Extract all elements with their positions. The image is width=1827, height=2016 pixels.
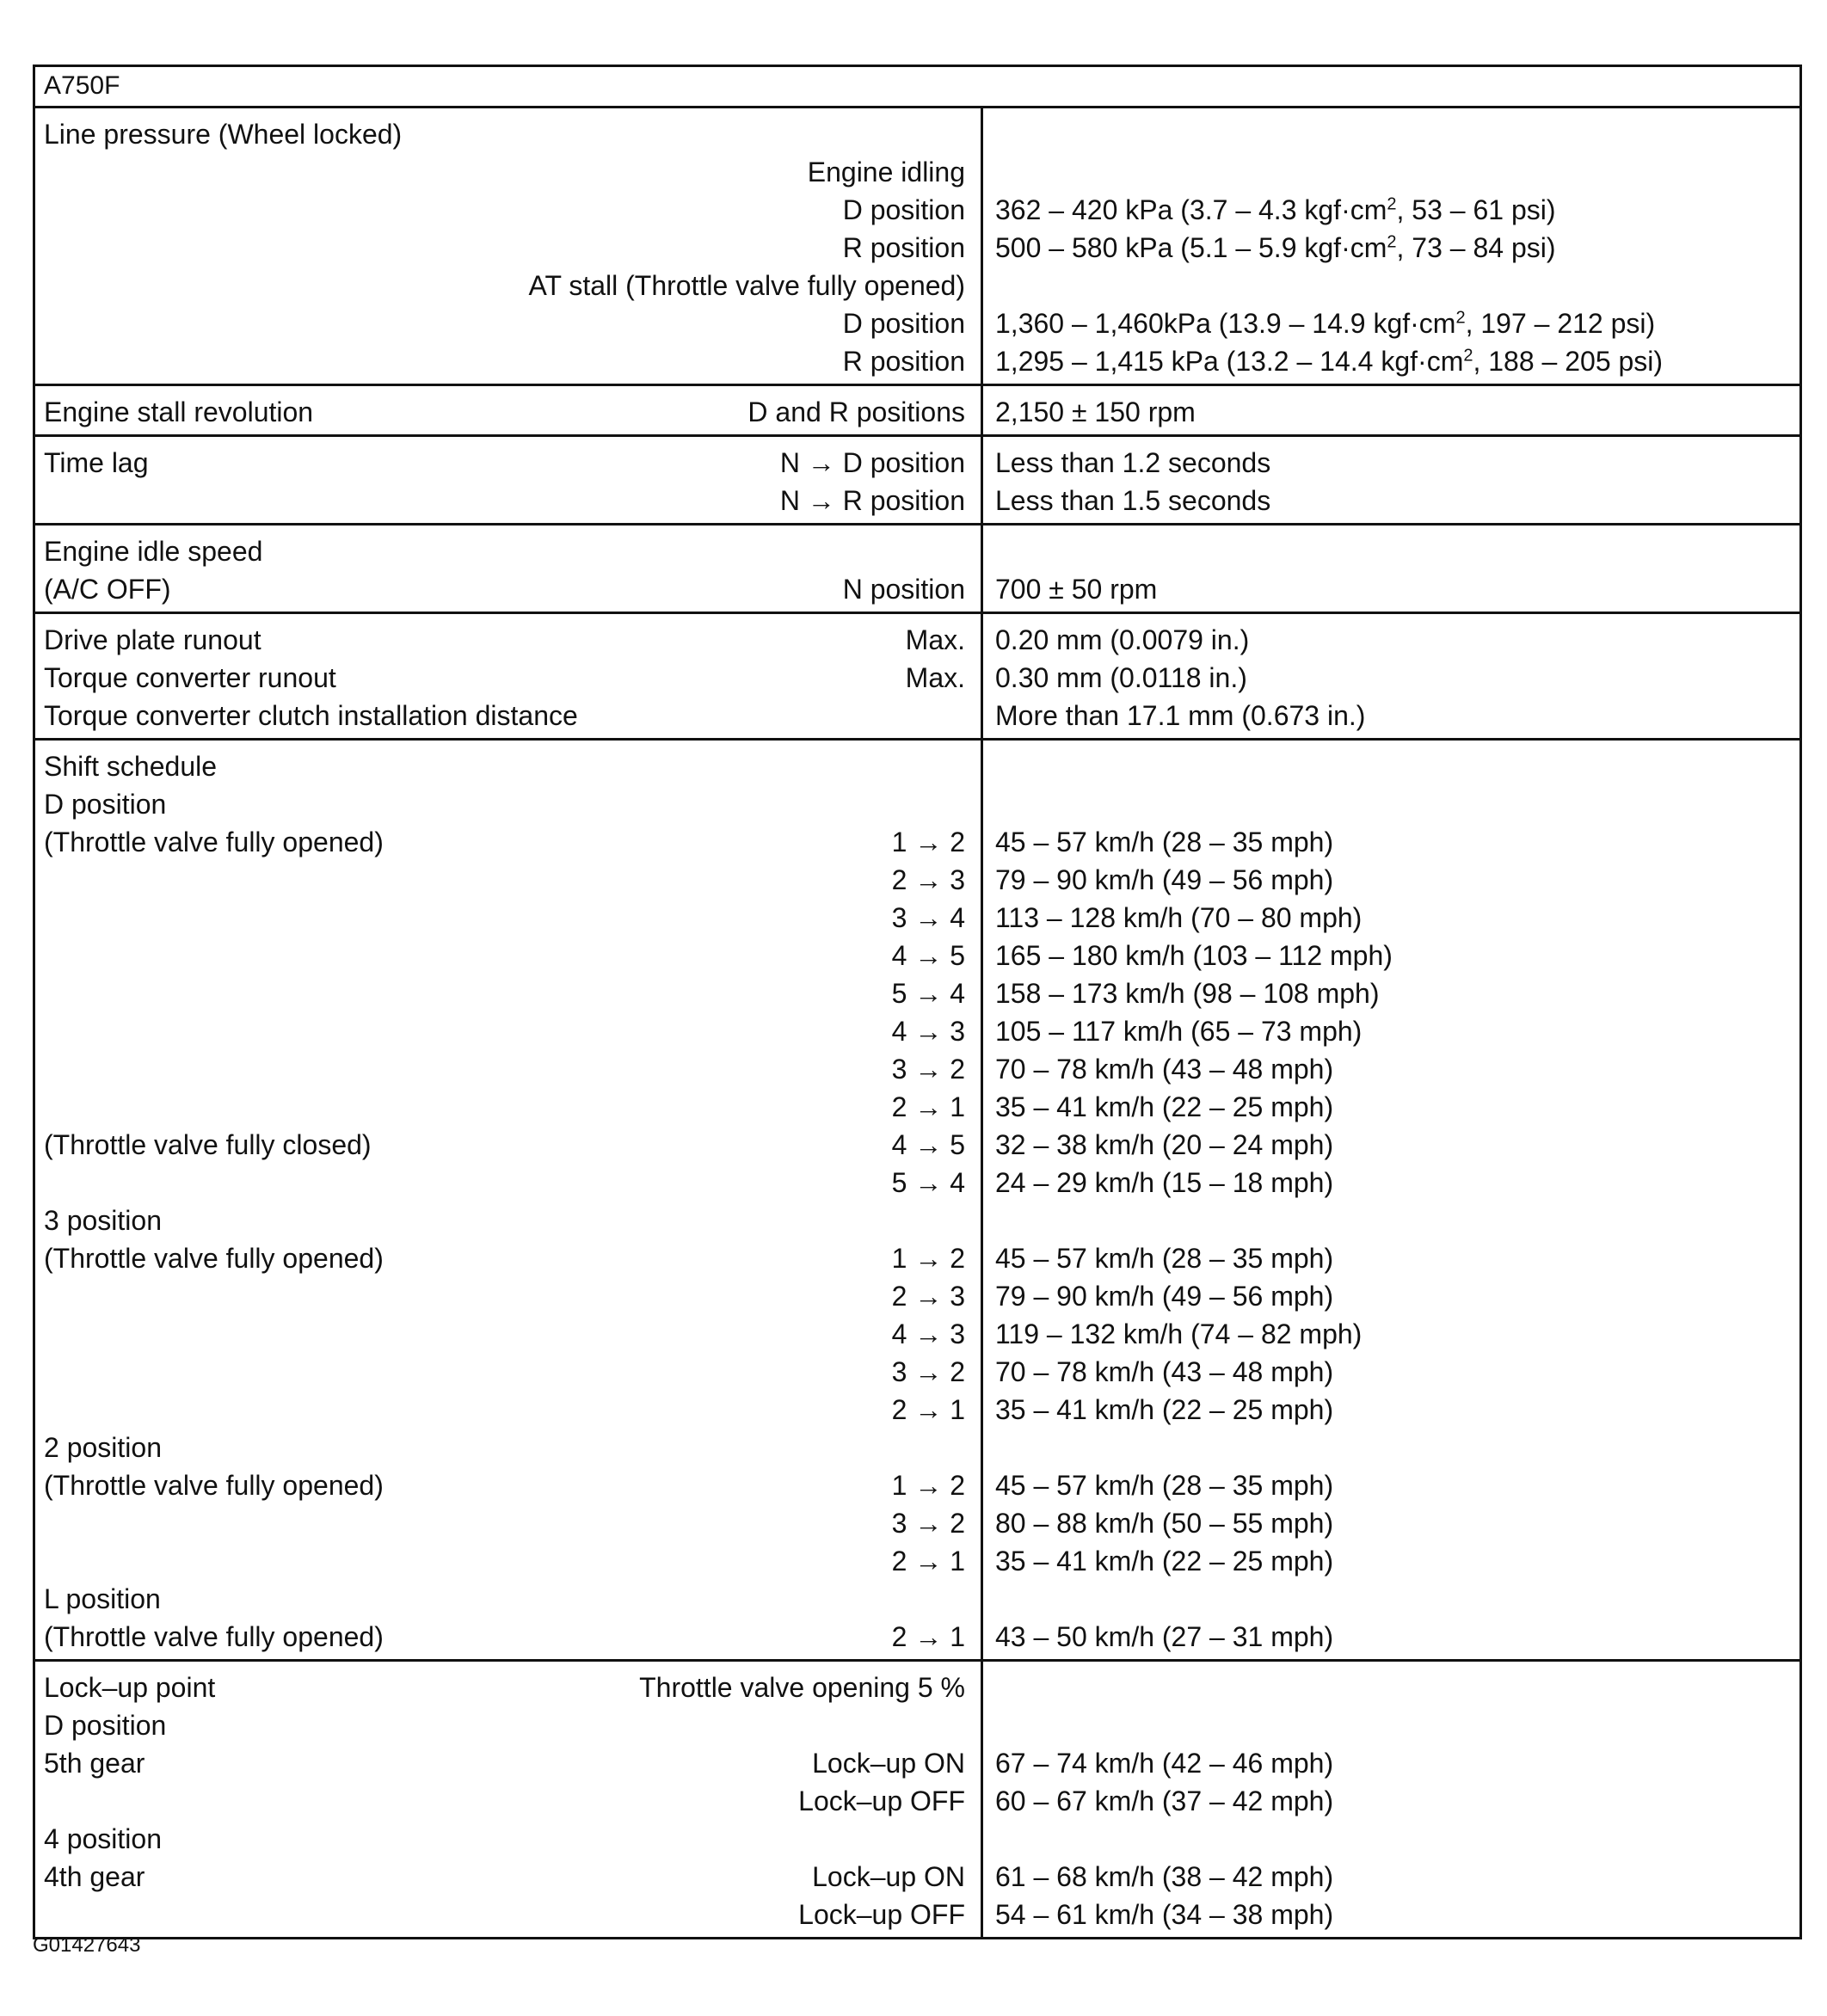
- table-header: A750F: [35, 67, 1799, 108]
- item-condition: Engine idling: [807, 157, 965, 187]
- value-row: [983, 1202, 1799, 1239]
- item-label: D position: [44, 789, 167, 820]
- item-condition: 3 → 4: [891, 902, 965, 933]
- item-condition: D and R positions: [747, 396, 965, 427]
- item-row: [35, 393, 981, 431]
- spec-value: 500 – 580 kPa (5.1 – 5.9 $kgf\cdot cm^2$, 73 – 84 psi): [995, 232, 1556, 263]
- spec-value: 67 – 74 km/h (42 – 46 mph): [995, 1748, 1334, 1779]
- item-row: [35, 444, 981, 482]
- spec-value: 54 – 61 km/h (34 – 38 mph): [995, 1899, 1334, 1930]
- sections-container: [35, 108, 1799, 1937]
- item-condition: Lock–up OFF: [798, 1899, 965, 1930]
- value-row: [983, 304, 1799, 342]
- spec-value: 60 – 67 km/h (37 – 42 mph): [995, 1786, 1334, 1816]
- item-row: [35, 785, 981, 823]
- spec-value: 105 – 117 km/h (65 – 73 mph): [995, 1016, 1363, 1047]
- spec-value: 24 – 29 km/h (15 – 18 mph): [995, 1167, 1334, 1198]
- value-column: [983, 437, 1799, 523]
- item-label: Torque converter runout: [44, 662, 336, 693]
- item-column: [35, 614, 983, 738]
- spec-value: Less than 1.2 seconds: [995, 447, 1271, 478]
- value-column: [983, 108, 1799, 384]
- spec-value: 0.20 mm (0.0079 in.): [995, 624, 1250, 655]
- value-row: [983, 1504, 1799, 1542]
- item-column: [35, 741, 983, 1659]
- item-condition: 2 → 1: [891, 1546, 965, 1577]
- spec-section: [35, 437, 1799, 526]
- item-label: Lock–up point: [44, 1672, 216, 1703]
- value-row: [983, 1706, 1799, 1744]
- value-row: [983, 1050, 1799, 1088]
- item-row: [35, 1277, 981, 1315]
- value-row: [983, 1164, 1799, 1202]
- spec-section: [35, 108, 1799, 386]
- value-row: [983, 1858, 1799, 1896]
- item-row: [35, 1466, 981, 1504]
- item-label: Torque converter clutch installation distance: [44, 700, 578, 731]
- item-condition: 2 → 3: [891, 864, 965, 895]
- value-row: [983, 1896, 1799, 1933]
- item-label: 4 position: [44, 1823, 162, 1854]
- item-row: [35, 191, 981, 229]
- item-condition: 4 → 3: [891, 1318, 965, 1349]
- item-row: [35, 153, 981, 191]
- item-row: [35, 659, 981, 697]
- item-label: Line pressure (Wheel locked): [44, 119, 403, 150]
- value-row: [983, 937, 1799, 974]
- item-label: Engine stall revolution: [44, 396, 314, 427]
- item-row: [35, 1239, 981, 1277]
- item-label: 3 position: [44, 1205, 162, 1236]
- item-label: 5th gear: [44, 1748, 145, 1779]
- item-condition: 2 → 1: [891, 1394, 965, 1425]
- item-condition: 1 → 2: [891, 827, 965, 857]
- item-condition: AT stall (Throttle valve fully opened): [528, 270, 965, 301]
- item-label: (Throttle valve fully opened): [44, 827, 384, 857]
- value-row: [983, 1429, 1799, 1466]
- value-row: [983, 393, 1799, 431]
- item-condition: Max.: [905, 662, 965, 693]
- value-column: [983, 526, 1799, 612]
- item-row: [35, 1669, 981, 1706]
- value-row: [983, 1391, 1799, 1429]
- item-label: Time lag: [44, 447, 149, 478]
- value-row: [983, 191, 1799, 229]
- value-column: [983, 741, 1799, 1659]
- spec-value: 35 – 41 km/h (22 – 25 mph): [995, 1546, 1334, 1577]
- item-column: [35, 437, 983, 523]
- spec-value: 700 ± 50 rpm: [995, 574, 1158, 605]
- spec-value: 119 – 132 km/h (74 – 82 mph): [995, 1318, 1363, 1349]
- item-column: [35, 526, 983, 612]
- item-row: [35, 1896, 981, 1933]
- item-row: [35, 482, 981, 519]
- spec-value: 70 – 78 km/h (43 – 48 mph): [995, 1054, 1334, 1085]
- spec-value: 45 – 57 km/h (28 – 35 mph): [995, 1470, 1334, 1501]
- spec-section: [35, 614, 1799, 741]
- item-condition: D position: [842, 308, 965, 339]
- value-row: [983, 747, 1799, 785]
- spec-value: More than 17.1 mm (0.673 in.): [995, 700, 1366, 731]
- item-condition: 1 → 2: [891, 1243, 965, 1274]
- item-row: [35, 1429, 981, 1466]
- item-row: [35, 1202, 981, 1239]
- item-condition: Lock–up ON: [812, 1861, 965, 1892]
- value-row: [983, 229, 1799, 267]
- item-row: [35, 229, 981, 267]
- spec-value: 79 – 90 km/h (49 – 56 mph): [995, 864, 1334, 895]
- item-label: 4th gear: [44, 1861, 145, 1892]
- spec-value: 79 – 90 km/h (49 – 56 mph): [995, 1281, 1334, 1312]
- item-row: [35, 861, 981, 899]
- item-row: [35, 267, 981, 304]
- spec-section: [35, 386, 1799, 437]
- value-row: [983, 1315, 1799, 1353]
- item-condition: 4 → 3: [891, 1016, 965, 1047]
- item-condition: 4 → 5: [891, 1129, 965, 1160]
- item-row: [35, 1782, 981, 1820]
- value-row: [983, 1126, 1799, 1164]
- spec-value: 43 – 50 km/h (27 – 31 mph): [995, 1621, 1334, 1652]
- item-condition: 1 → 2: [891, 1470, 965, 1501]
- item-row: [35, 747, 981, 785]
- item-label: Shift schedule: [44, 751, 218, 782]
- item-row: [35, 1744, 981, 1782]
- value-row: [983, 1239, 1799, 1277]
- value-row: [983, 974, 1799, 1012]
- value-row: [983, 1012, 1799, 1050]
- item-condition: 3 → 2: [891, 1054, 965, 1085]
- item-condition: 2 → 3: [891, 1281, 965, 1312]
- item-label: Engine idle speed: [44, 536, 263, 567]
- item-label: (Throttle valve fully opened): [44, 1470, 384, 1501]
- item-condition: R position: [842, 232, 965, 263]
- item-row: [35, 1820, 981, 1858]
- item-condition: N position: [842, 574, 965, 605]
- value-row: [983, 1580, 1799, 1618]
- spec-value: 45 – 57 km/h (28 – 35 mph): [995, 827, 1334, 857]
- spec-section: [35, 526, 1799, 614]
- item-row: [35, 304, 981, 342]
- value-column: [983, 386, 1799, 434]
- item-row: [35, 532, 981, 570]
- item-condition: N → R position: [779, 485, 965, 516]
- item-row: [35, 974, 981, 1012]
- spec-value: 0.30 mm (0.0118 in.): [995, 662, 1247, 693]
- spec-table: [33, 65, 1802, 1939]
- value-row: [983, 482, 1799, 519]
- value-row: [983, 899, 1799, 937]
- value-row: [983, 1820, 1799, 1858]
- item-condition: 2 → 1: [891, 1621, 965, 1652]
- value-column: [983, 1662, 1799, 1937]
- item-row: [35, 115, 981, 153]
- value-row: [983, 1782, 1799, 1820]
- spec-value: 70 – 78 km/h (43 – 48 mph): [995, 1356, 1334, 1387]
- value-row: [983, 570, 1799, 608]
- spec-section: [35, 1662, 1799, 1937]
- spec-value: Less than 1.5 seconds: [995, 485, 1271, 516]
- spec-value: 2,150 ± 150 rpm: [995, 396, 1196, 427]
- value-row: [983, 785, 1799, 823]
- spec-value: 35 – 41 km/h (22 – 25 mph): [995, 1394, 1334, 1425]
- item-row: [35, 899, 981, 937]
- item-label: (Throttle valve fully opened): [44, 1243, 384, 1274]
- value-row: [983, 1088, 1799, 1126]
- item-row: [35, 1858, 981, 1896]
- value-row: [983, 444, 1799, 482]
- value-row: [983, 659, 1799, 697]
- spec-value: 32 – 38 km/h (20 – 24 mph): [995, 1129, 1334, 1160]
- item-condition: 5 → 4: [891, 978, 965, 1009]
- spec-value: 61 – 68 km/h (38 – 42 mph): [995, 1861, 1334, 1892]
- value-row: [983, 1744, 1799, 1782]
- value-column: [983, 614, 1799, 738]
- value-row: [983, 697, 1799, 734]
- spec-value: 165 – 180 km/h (103 – 112 mph): [995, 940, 1393, 971]
- spec-value: 1,295 – 1,415 kPa (13.2 – 14.4 $kgf\cdot cm^2$, 188 – 205 psi): [995, 346, 1664, 377]
- item-label: (Throttle valve fully opened): [44, 1621, 384, 1652]
- item-label: 2 position: [44, 1432, 162, 1463]
- item-condition: Throttle valve opening 5 %: [639, 1672, 965, 1703]
- item-condition: R position: [842, 346, 965, 377]
- item-label: (A/C OFF): [44, 574, 171, 605]
- figure-code: G01427643: [33, 1933, 141, 1957]
- item-row: [35, 937, 981, 974]
- item-row: [35, 1542, 981, 1580]
- item-column: [35, 108, 983, 384]
- item-condition: 3 → 2: [891, 1508, 965, 1539]
- item-condition: 3 → 2: [891, 1356, 965, 1387]
- value-row: [983, 1542, 1799, 1580]
- spec-value: 113 – 128 km/h (70 – 80 mph): [995, 902, 1363, 933]
- value-row: [983, 621, 1799, 659]
- value-row: [983, 1353, 1799, 1391]
- item-row: [35, 621, 981, 659]
- value-row: [983, 1669, 1799, 1706]
- item-label: Drive plate runout: [44, 624, 261, 655]
- item-row: [35, 1164, 981, 1202]
- item-column: [35, 1662, 983, 1937]
- item-row: [35, 1504, 981, 1542]
- item-row: [35, 1012, 981, 1050]
- item-row: [35, 1353, 981, 1391]
- item-row: [35, 1126, 981, 1164]
- item-condition: 4 → 5: [891, 940, 965, 971]
- value-row: [983, 267, 1799, 304]
- value-row: [983, 1466, 1799, 1504]
- item-row: [35, 342, 981, 380]
- item-condition: Lock–up ON: [812, 1748, 965, 1779]
- item-condition: 2 → 1: [891, 1091, 965, 1122]
- item-row: [35, 1580, 981, 1618]
- value-row: [983, 823, 1799, 861]
- item-condition: 5 → 4: [891, 1167, 965, 1198]
- item-label: (Throttle valve fully closed): [44, 1129, 372, 1160]
- item-row: [35, 697, 981, 734]
- value-row: [983, 153, 1799, 191]
- item-condition: N → D position: [779, 447, 965, 478]
- spec-value: 45 – 57 km/h (28 – 35 mph): [995, 1243, 1334, 1274]
- item-row: [35, 570, 981, 608]
- item-row: [35, 1618, 981, 1656]
- spec-value: 362 – 420 kPa (3.7 – 4.3 $kgf\cdot cm^2$, 53 – 61 psi): [995, 194, 1556, 225]
- item-label: D position: [44, 1710, 167, 1741]
- item-row: [35, 1315, 981, 1353]
- spec-value: 80 – 88 km/h (50 – 55 mph): [995, 1508, 1334, 1539]
- item-row: [35, 1391, 981, 1429]
- item-condition: Lock–up OFF: [798, 1786, 965, 1816]
- spec-section: [35, 741, 1799, 1662]
- item-column: [35, 386, 983, 434]
- value-row: [983, 532, 1799, 570]
- value-row: [983, 1618, 1799, 1656]
- item-row: [35, 1706, 981, 1744]
- value-row: [983, 342, 1799, 380]
- spec-value: 1,360 – 1,460kPa (13.9 – 14.9 $kgf\cdot cm^2$, 197 – 212 psi): [995, 308, 1656, 339]
- item-condition: D position: [842, 194, 965, 225]
- item-label: L position: [44, 1583, 161, 1614]
- spec-value: 35 – 41 km/h (22 – 25 mph): [995, 1091, 1334, 1122]
- item-condition: Max.: [905, 624, 965, 655]
- value-row: [983, 115, 1799, 153]
- item-row: [35, 1050, 981, 1088]
- item-row: [35, 823, 981, 861]
- spec-value: 158 – 173 km/h (98 – 108 mph): [995, 978, 1380, 1009]
- value-row: [983, 861, 1799, 899]
- value-row: [983, 1277, 1799, 1315]
- item-row: [35, 1088, 981, 1126]
